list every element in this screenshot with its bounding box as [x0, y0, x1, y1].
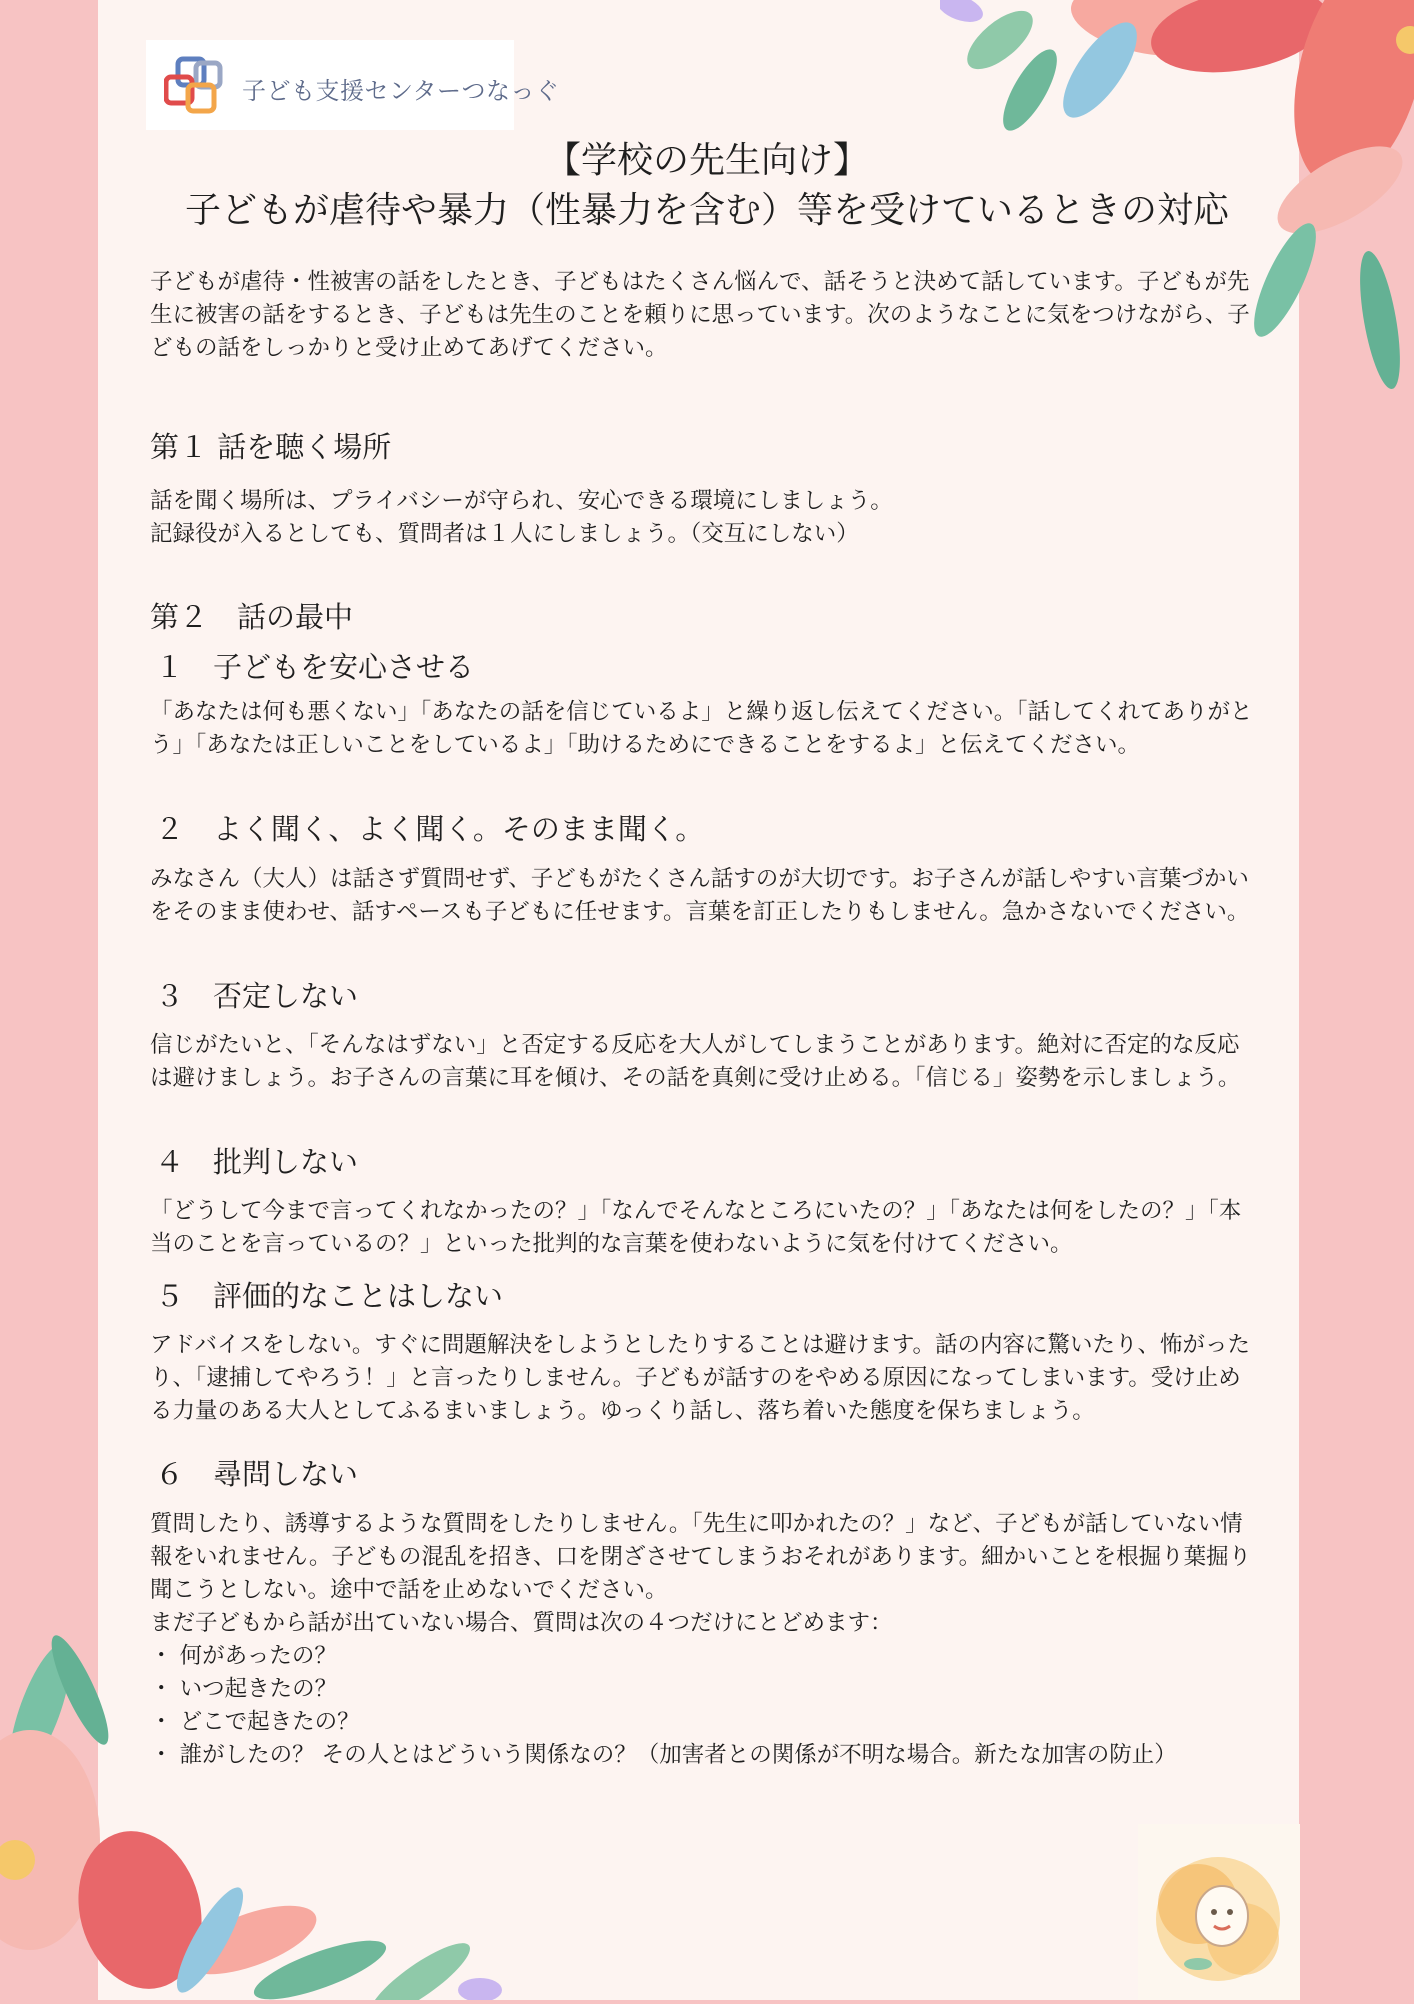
item-6-heading: ６ 尋問しない [155, 1457, 359, 1491]
intro-paragraph: 子どもが虐待・性被害の話をしたとき、子どもはたくさん悩んで、話そうと決めて話しています。子どもが先生に被害の話をするとき、子どもは先生のことを頼りに思っています。次のようなことに気をつけながら、子どもの話をしっかりと受け止めてあげてください。 [150, 269, 1250, 361]
item-4-text: 「どうして今まで言ってくれなかったの？」「なんでそんなところにいたの？」「あなたは何をしたの？」「本当のことを言っているの？」といった批判的な言葉を使わないように気を付けてください。 [150, 1198, 1242, 1257]
item-3-heading: ３ 否定しない [155, 979, 359, 1013]
list-item: ・ どこで起きたの？ [150, 1709, 360, 1735]
item-5-text: アドバイスをしない。すぐに問題解決をしようとしたりすることは避けます。話の内容に驚いたり、怖がったり、「逮捕してやろう！」と言ったりしません。子どもが話すのをやめる原因になってしまいます。受け止める力量のある大人としてふるまいましょう。ゆっくり話し、落ち着いた態度を保ちましょう。 [150, 1332, 1251, 1424]
item-6-text: 質問したり、誘導するような質問をしたりしません。「先生に叩かれたの？」など、子どもが話していない情報をいれません。子どもの混乱を招き、口を閉ざさせてしまうおそれがあります。細かいことを根掘り葉掘り聞こうとしない。途中で話を止めないでください。 [150, 1511, 1252, 1603]
title-line-2: 子どもが虐待や暴力（性暴力を含む）等を受けているときの対応 [184, 190, 1229, 231]
item-1-heading: １ 子どもを安心させる [155, 650, 475, 684]
section-1-line-2: 記録役が入るとしても、質問者は１人にしましょう。（交互にしない） [150, 521, 859, 547]
title-line-1: 【学校の先生向け】 [544, 140, 869, 181]
list-item: ・ いつ起きたの？ [150, 1676, 338, 1702]
logo-text: 子ども支援センターつなっぐ [242, 77, 560, 105]
item-6-body [150, 1508, 1260, 1772]
section-1-line-1: 話を聞く場所は、プライバシーが守られ、安心できる環境にしましょう。 [150, 488, 893, 514]
item-4-heading: ４ 批判しない [155, 1145, 359, 1179]
page-title [146, 136, 1268, 236]
logo [146, 40, 560, 130]
section-1-heading: 第１ 話を聴く場所 [150, 430, 392, 464]
item-2-heading: ２ よく聞く、よく聞く。そのまま聞く。 [155, 812, 705, 846]
item-1-text: 「あなたは何も悪くない」「あなたの話を信じているよ」と繰り返し伝えてください。「話してくれてありがとう」「あなたは正しいことをしているよ」「助けるためにできることをするよ」と伝えてください。 [150, 699, 1253, 758]
list-item: ・ 何があったの？ [150, 1643, 337, 1669]
section-1-body [150, 485, 1260, 551]
item-5-heading: ５ 評価的なことはしない [155, 1279, 504, 1313]
item-3-text: 信じがたいと、「そんなはずない」と否定する反応を大人がしてしまうことがあります。絶対に否定的な反応は避けましょう。お子さんの言葉に耳を傾け、その話を真剣に受け止める。「信じる」姿勢を示しましょう。 [150, 1032, 1241, 1091]
section-2-heading: 第２ 話の最中 [150, 600, 354, 634]
item-6-note: まだ子どもから話が出ていない場合、質問は次の４つだけにとどめます： [150, 1610, 893, 1636]
list-item: ・ 誰がしたの？ その人とはどういう関係なの？（加害者との関係が不明な場合。新たな加害の防止） [150, 1742, 1177, 1768]
watercolor-character-icon [1138, 1824, 1300, 2000]
item-2-text: みなさん（大人）は話さず質問せず、子どもがたくさん話すのが大切です。お子さんが話しやすい言葉づかいをそのまま使わせ、話すペースも子どもに任せます。言葉を訂正したりもしません。急かさないでください。 [150, 866, 1250, 925]
logo-squares-icon [164, 55, 236, 117]
illustration-badge [1138, 1824, 1300, 2000]
